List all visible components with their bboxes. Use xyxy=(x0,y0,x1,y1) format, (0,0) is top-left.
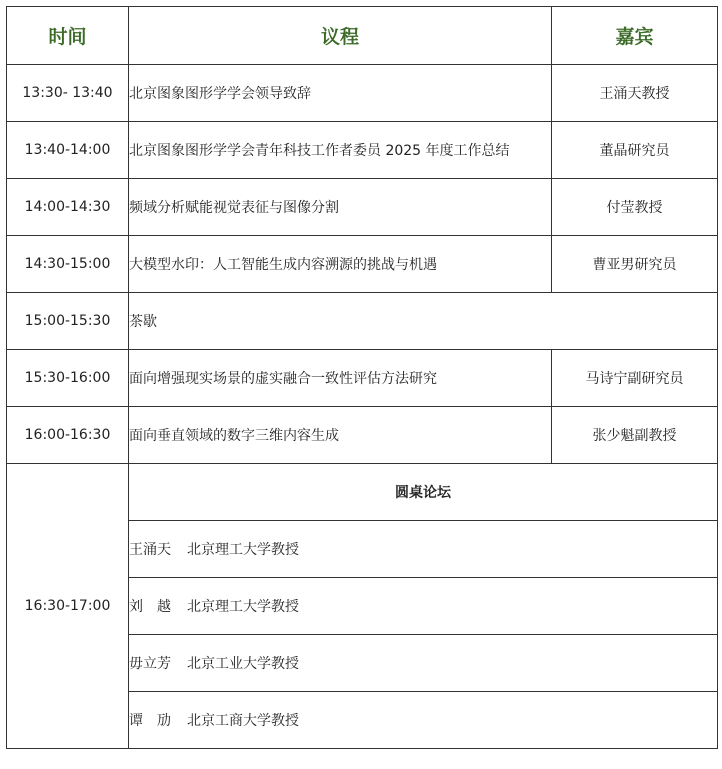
header-row xyxy=(7,7,718,65)
panelist-affiliation: 北京工商大学教授 xyxy=(187,713,299,729)
topic-cell: 北京图象图形学学会领导致辞 xyxy=(129,65,552,122)
panelist-affiliation: 北京工业大学教授 xyxy=(187,656,299,672)
header-speaker: 嘉宾 xyxy=(552,7,718,65)
forum-time-cell: 16:30-17:00 xyxy=(7,464,129,749)
speaker-cell: 马诗宁副研究员 xyxy=(552,350,718,407)
topic-cell: 面向增强现实场景的虚实融合一致性评估方法研究 xyxy=(129,350,552,407)
agenda-row-break xyxy=(7,293,718,350)
topic-cell: 茶歇 xyxy=(129,293,718,350)
time-cell: 14:00-14:30 xyxy=(7,179,129,236)
panelist-cell xyxy=(129,521,718,578)
topic-cell: 面向垂直领域的数字三维内容生成 xyxy=(129,407,552,464)
agenda-row xyxy=(7,65,718,122)
time-cell: 15:00-15:30 xyxy=(7,293,129,350)
agenda-row xyxy=(7,236,718,293)
topic-cell: 频域分析赋能视觉表征与图像分割 xyxy=(129,179,552,236)
agenda-table xyxy=(6,6,718,749)
topic-cell: 大模型水印：人工智能生成内容溯源的挑战与机遇 xyxy=(129,236,552,293)
panelist-name: 刘 越 xyxy=(129,599,171,615)
speaker-cell: 曹亚男研究员 xyxy=(552,236,718,293)
time-cell: 14:30-15:00 xyxy=(7,236,129,293)
forum-title-row xyxy=(7,464,718,521)
panelist-name: 毋立芳 xyxy=(129,656,171,672)
panelist-cell xyxy=(129,635,718,692)
speaker-cell: 董晶研究员 xyxy=(552,122,718,179)
time-cell: 15:30-16:00 xyxy=(7,350,129,407)
forum-title: 圆桌论坛 xyxy=(129,464,718,521)
panelist-cell xyxy=(129,578,718,635)
time-cell: 16:00-16:30 xyxy=(7,407,129,464)
speaker-cell: 张少魁副教授 xyxy=(552,407,718,464)
topic-cell: 北京图象图形学学会青年科技工作者委员 2025 年度工作总结 xyxy=(129,122,552,179)
agenda-row xyxy=(7,122,718,179)
panelist-name: 王涌天 xyxy=(129,542,171,558)
header-time: 时间 xyxy=(7,7,129,65)
speaker-cell: 王涌天教授 xyxy=(552,65,718,122)
agenda-row xyxy=(7,350,718,407)
panelist-cell xyxy=(129,692,718,749)
panelist-affiliation: 北京理工大学教授 xyxy=(187,542,299,558)
speaker-cell: 付莹教授 xyxy=(552,179,718,236)
agenda-row xyxy=(7,407,718,464)
panelist-affiliation: 北京理工大学教授 xyxy=(187,599,299,615)
panelist-name: 谭 劢 xyxy=(129,713,171,729)
agenda-row xyxy=(7,179,718,236)
time-cell: 13:30- 13:40 xyxy=(7,65,129,122)
header-topic: 议程 xyxy=(129,7,552,65)
time-cell: 13:40-14:00 xyxy=(7,122,129,179)
